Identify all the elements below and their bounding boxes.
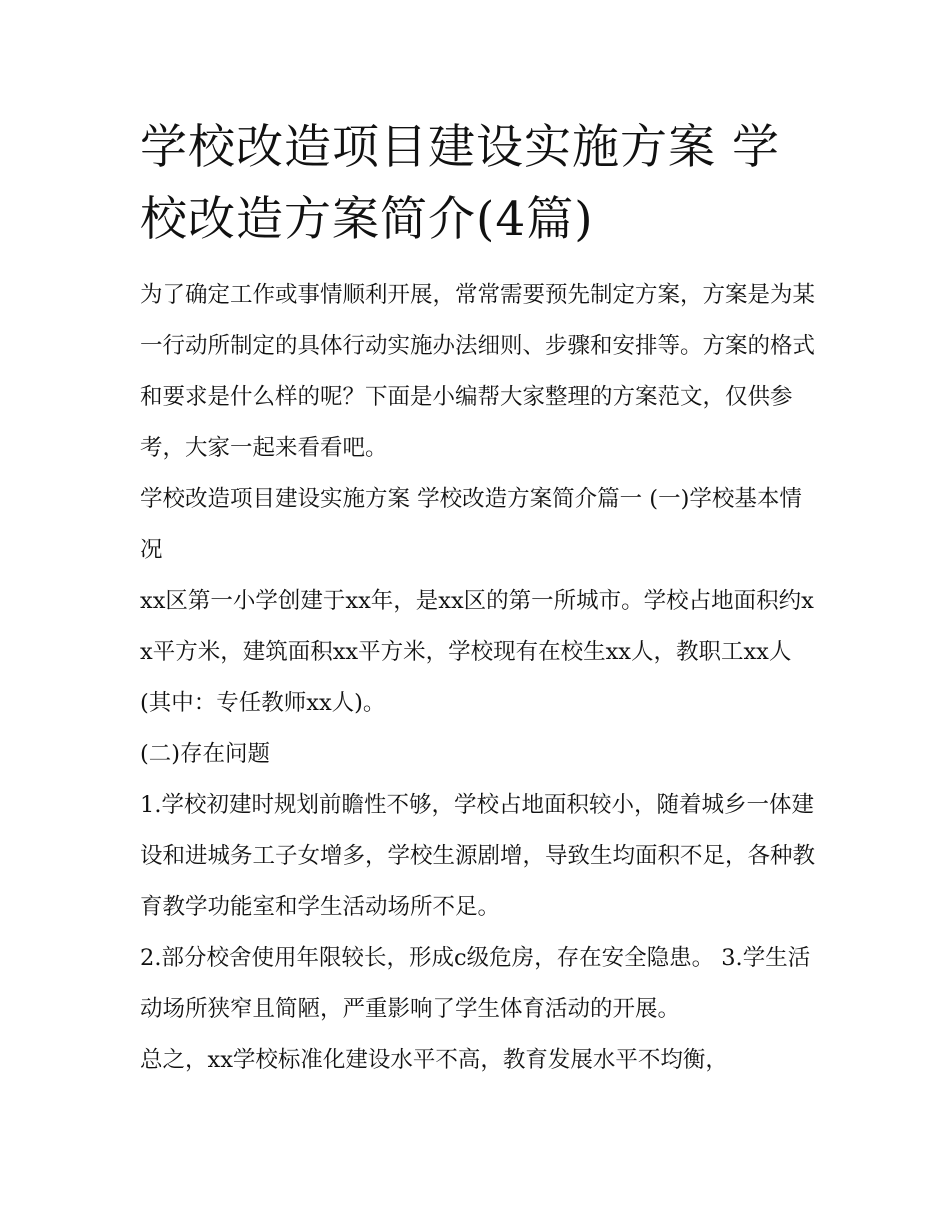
document-title: 学校改造项目建设实施方案 学校改造方案简介(4篇) [140,120,780,247]
problem-item-1: 1.学校初建时规划前瞻性不够，学校占地面积较小，随着城乡一体建设和进城务工子女增多，学校生源剧增，导致生均面积不足，各种教育教学功能室和学生活动场所不足。 [140,792,816,920]
intro-paragraph: 为了确定工作或事情顺利开展，常常需要预先制定方案，方案是为某一行动所制定的具体行动实施办法细则、步骤和安排等。方案的格式和要求是什么样的呢？下面是小编帮大家整理的方案范文，仅供参考，大家一起来看看吧。 [140,282,816,461]
section-heading-problems: (二)存在问题 [140,741,271,767]
document-body [140,112,820,1086]
section-heading-basic-info: 学校改造项目建设实施方案 学校改造方案简介篇一 (一)学校基本情况 [140,486,802,563]
summary-paragraph: 总之，xx学校标准化建设水平不高，教育发展水平不均衡， [140,1047,728,1073]
basic-info-paragraph: xx区第一小学创建于xx年，是xx区的第一所城市。学校占地面积约xx平方米，建筑面积xx平方米，学校现有在校生xx人，教职工xx人(其中：专任教师xx人)。 [140,588,814,716]
problem-item-2-3: 2.部分校舍使用年限较长，形成c级危房，存在安全隐患。 3.学生活动场所狭窄且简陋，严重影响了学生体育活动的开展。 [140,945,811,1022]
